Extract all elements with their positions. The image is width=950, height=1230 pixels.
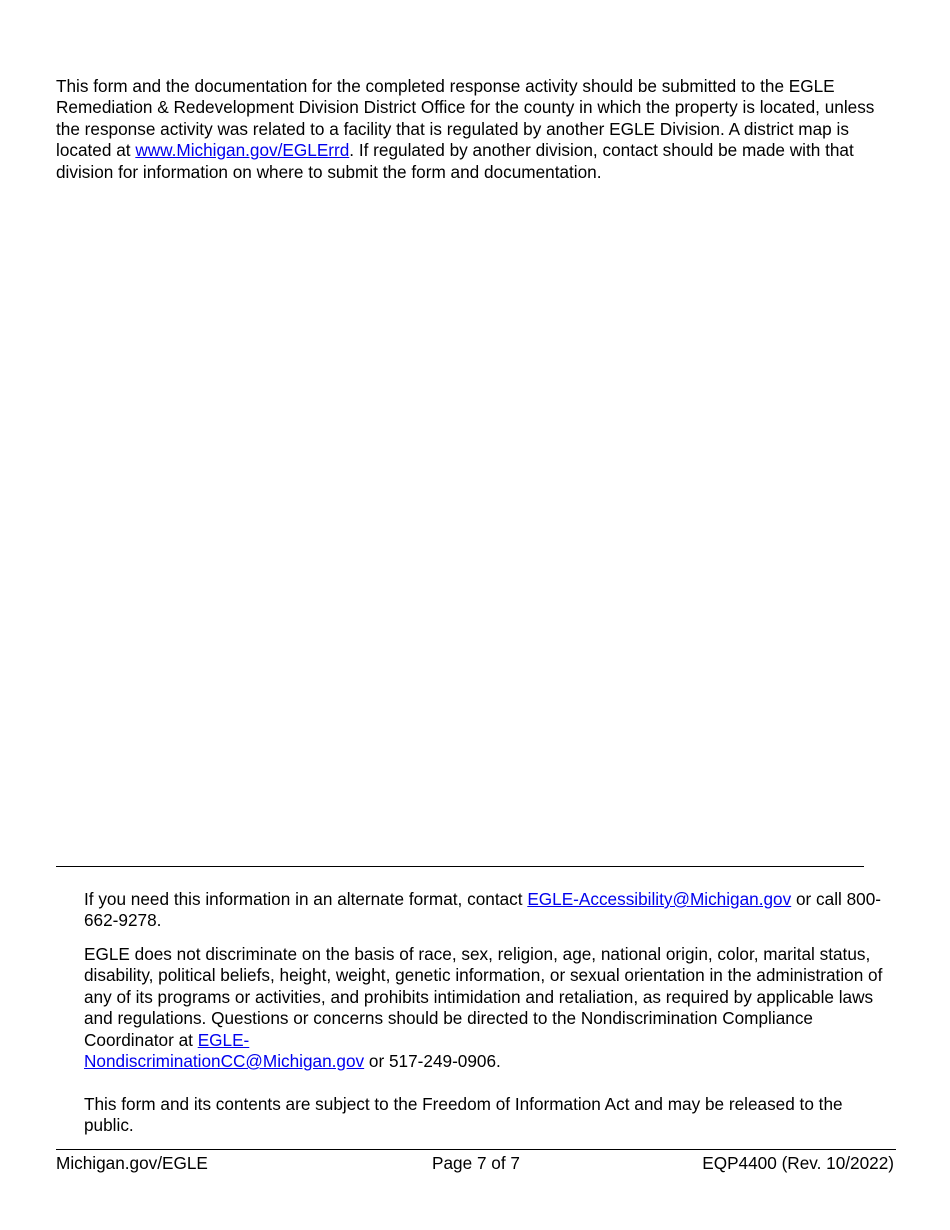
page-footer xyxy=(56,1152,896,1174)
nondiscrimination-text-start: EGLE does not discriminate on the basis of race, sex, religion, age, national origin, color, marital status, disability, political beliefs, height, weight, genetic information, or sexual orientation in the administration of any of its programs or activities, and prohibits intimidation and retaliation, as required by applicable laws and regulations. Questions or concerns should be directed to the Nondiscrimination Compliance Coordinator at xyxy=(84,944,883,1050)
accessibility-text-start: If you need this information in an alternate format, contact xyxy=(84,889,528,909)
accessibility-text-end: or call 800-662-9278. xyxy=(84,889,882,931)
footer-form-id: EQP4400 (Rev. 10/2022) xyxy=(702,1153,894,1173)
nondiscrimination-notice xyxy=(84,944,884,1072)
submission-instructions xyxy=(56,76,896,183)
nondiscrimination-link-part1: EGLE- xyxy=(197,1029,250,1050)
nondiscrimination-link-part2: NondiscriminationCC@Michigan.gov xyxy=(84,1051,365,1072)
footer-page-number: Page 7 of 7 xyxy=(432,1153,520,1173)
intro-text-end: . If regulated by another division, contact should be made with that division for information on where to submit the form and documentation. xyxy=(56,140,854,182)
notice-divider xyxy=(56,866,864,867)
foia-notice: This form and its contents are subject to the Freedom of Information Act and may be released to the public. xyxy=(84,1094,843,1136)
district-map-link[interactable]: www.Michigan.gov/EGLErrd xyxy=(135,140,350,161)
nondiscrimination-text-end: or 517-249-0906. xyxy=(364,1051,501,1072)
accessibility-notice xyxy=(84,889,884,932)
footer-website: Michigan.gov/EGLE xyxy=(56,1153,208,1173)
accessibility-email-link[interactable]: EGLE-Accessibility@Michigan.gov xyxy=(527,889,792,909)
intro-text-start: This form and the documentation for the completed response activity should be submitted to the EGLE Remediation & Redevelopment Division District Office for the county in which the property is located, unless the response activity was related to a facility that is regulated by another EGLE Division. A district map is located at xyxy=(56,76,875,161)
footer-rule xyxy=(56,1149,896,1150)
